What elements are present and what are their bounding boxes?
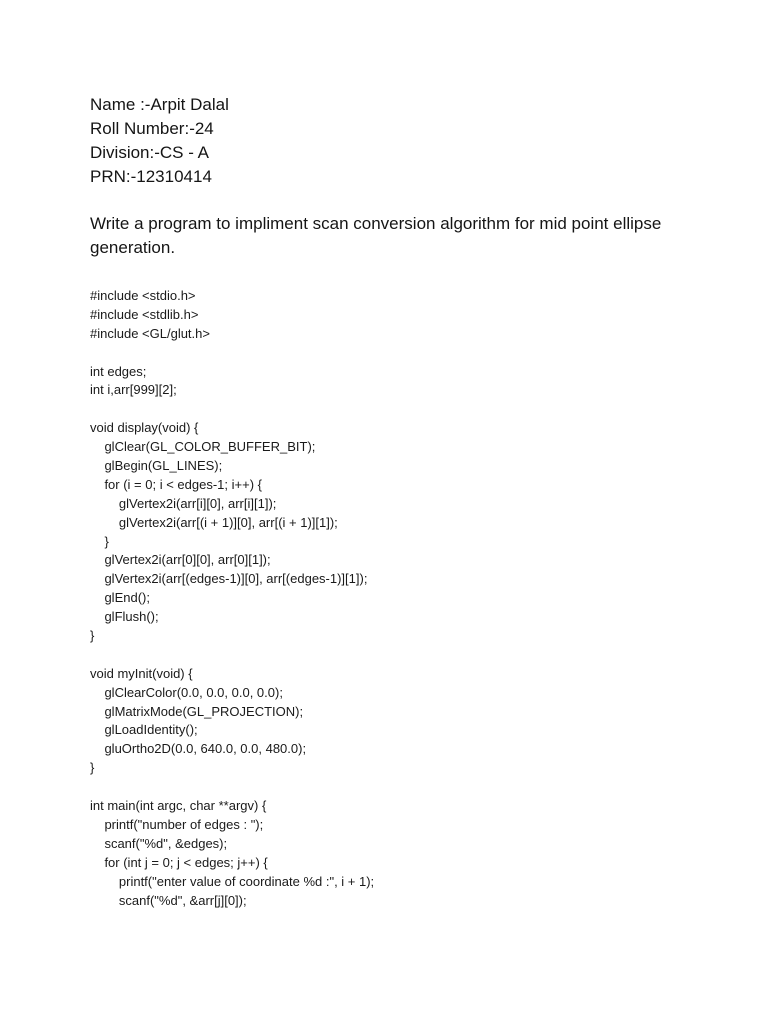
student-name: Name :-Arpit Dalal bbox=[90, 95, 229, 114]
code-line: void display(void) { bbox=[90, 420, 199, 436]
code-line: glLoadIdentity(); bbox=[90, 722, 198, 738]
code-line: glVertex2i(arr[(i + 1)][0], arr[(i + 1)][1]); bbox=[90, 514, 338, 530]
code-line: glVertex2i(arr[0][0], arr[0][1]); bbox=[90, 552, 271, 568]
code-line: glFlush(); bbox=[90, 609, 159, 625]
code-line: glClearColor(0.0, 0.0, 0.0, 0.0); bbox=[90, 684, 283, 700]
code-line bbox=[90, 344, 730, 363]
code-line: scanf("%d", &arr[j][0]); bbox=[90, 892, 247, 908]
code-block bbox=[90, 287, 730, 910]
code-line: } bbox=[90, 533, 109, 549]
code-line: #include <stdio.h> bbox=[90, 288, 196, 303]
code-line: void myInit(void) { bbox=[90, 665, 193, 681]
code-line: glClear(GL_COLOR_BUFFER_BIT); bbox=[90, 439, 316, 455]
code-line: int i,arr[999][2]; bbox=[90, 382, 177, 398]
code-line: printf("enter value of coordinate %d :", i + 1); bbox=[90, 873, 375, 889]
code-line: int edges; bbox=[90, 363, 147, 379]
code-line: printf("number of edges : "); bbox=[90, 816, 264, 832]
code-line: for (int j = 0; j < edges; j++) { bbox=[90, 854, 268, 870]
code-line: glMatrixMode(GL_PROJECTION); bbox=[90, 703, 304, 719]
code-line: scanf("%d", &edges); bbox=[90, 835, 228, 851]
code-line: } bbox=[90, 760, 95, 776]
roll-number: Roll Number:-24 bbox=[90, 119, 214, 138]
code-line bbox=[90, 646, 730, 665]
code-line: int main(int argc, char **argv) { bbox=[90, 798, 267, 814]
prn: PRN:-12310414 bbox=[90, 167, 212, 186]
code-line: glVertex2i(arr[(edges-1)][0], arr[(edges-1)][1]); bbox=[90, 571, 368, 587]
code-line: } bbox=[90, 628, 95, 644]
task-statement: Write a program to impliment scan conversion algorithm for mid point ellipse generation. bbox=[90, 214, 662, 257]
code-line bbox=[90, 400, 730, 419]
code-line: glVertex2i(arr[i][0], arr[i][1]); bbox=[90, 495, 277, 511]
code-line bbox=[90, 778, 730, 797]
code-line: #include <stdlib.h> bbox=[90, 306, 199, 322]
code-line: for (i = 0; i < edges-1; i++) { bbox=[90, 476, 262, 492]
division: Division:-CS - A bbox=[90, 143, 210, 162]
student-info bbox=[90, 93, 229, 189]
code-line: gluOrtho2D(0.0, 640.0, 0.0, 480.0); bbox=[90, 741, 307, 757]
code-line: glEnd(); bbox=[90, 590, 150, 606]
code-line: #include <GL/glut.h> bbox=[90, 325, 210, 341]
code-line: glBegin(GL_LINES); bbox=[90, 458, 223, 474]
